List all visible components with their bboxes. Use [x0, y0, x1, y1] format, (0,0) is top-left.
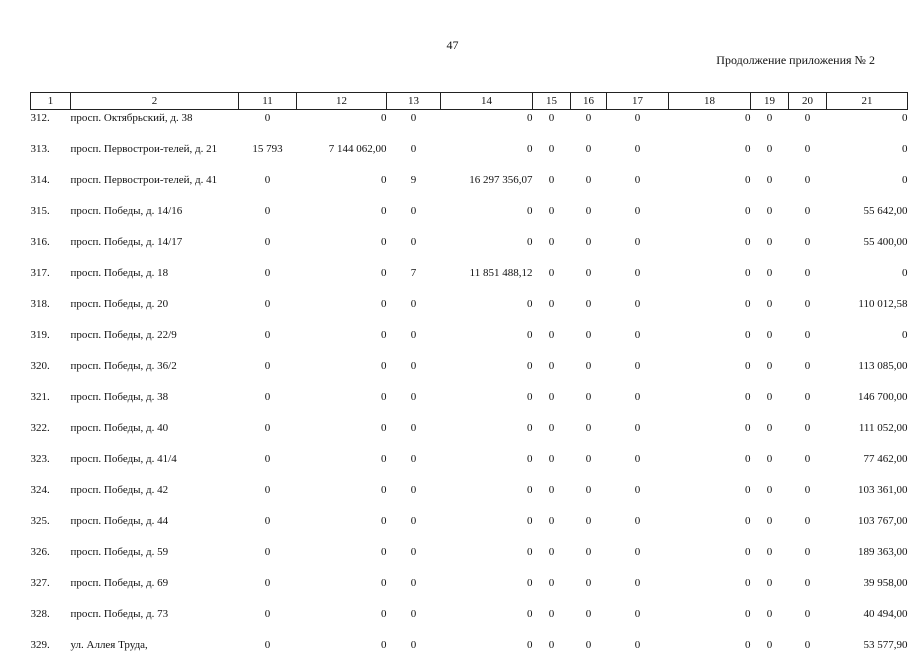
cell-col-17: 0	[607, 451, 669, 482]
cell-col-14: 0	[441, 141, 533, 172]
cell-col-14: 0	[441, 451, 533, 482]
row-number: 326.	[31, 544, 71, 575]
address-cell: просп. Победы, д. 69	[71, 575, 239, 606]
cell-col-18: 0	[669, 234, 751, 265]
column-header: 18	[669, 93, 751, 110]
cell-col-19: 0	[751, 575, 789, 606]
cell-col-14: 16 297 356,07	[441, 172, 533, 203]
cell-col-18: 0	[669, 482, 751, 513]
cell-col-12: 0	[297, 110, 387, 142]
cell-col-19: 0	[751, 606, 789, 637]
cell-col-21: 0	[827, 265, 908, 296]
cell-col-16: 0	[571, 451, 607, 482]
row-number: 313.	[31, 141, 71, 172]
column-header: 14	[441, 93, 533, 110]
cell-col-13: 0	[387, 141, 441, 172]
cell-col-20: 0	[789, 513, 827, 544]
cell-col-11: 0	[239, 110, 297, 142]
cell-col-15: 0	[533, 234, 571, 265]
table-row	[31, 420, 908, 451]
address-cell: просп. Победы, д. 59	[71, 544, 239, 575]
cell-col-14: 0	[441, 513, 533, 544]
row-number: 312.	[31, 110, 71, 142]
cell-col-18: 0	[669, 265, 751, 296]
cell-col-17: 0	[607, 172, 669, 203]
cell-col-11: 0	[239, 234, 297, 265]
cell-col-16: 0	[571, 637, 607, 668]
address-cell: ул. Аллея Труда,	[71, 637, 239, 668]
cell-col-12: 0	[297, 513, 387, 544]
column-header: 12	[297, 93, 387, 110]
cell-col-15: 0	[533, 513, 571, 544]
cell-col-16: 0	[571, 172, 607, 203]
cell-col-15: 0	[533, 575, 571, 606]
address-cell: просп. Победы, д. 22/9	[71, 327, 239, 358]
cell-col-11: 0	[239, 575, 297, 606]
cell-col-12: 0	[297, 420, 387, 451]
cell-col-11: 0	[239, 327, 297, 358]
cell-col-12: 0	[297, 203, 387, 234]
cell-col-14: 0	[441, 358, 533, 389]
table-row	[31, 172, 908, 203]
column-header: 17	[607, 93, 669, 110]
cell-col-17: 0	[607, 110, 669, 142]
table-row	[31, 327, 908, 358]
cell-col-18: 0	[669, 327, 751, 358]
cell-col-13: 0	[387, 420, 441, 451]
column-header: 2	[71, 93, 239, 110]
cell-col-20: 0	[789, 544, 827, 575]
cell-col-16: 0	[571, 265, 607, 296]
cell-col-16: 0	[571, 203, 607, 234]
cell-col-16: 0	[571, 296, 607, 327]
cell-col-11: 0	[239, 513, 297, 544]
cell-col-16: 0	[571, 327, 607, 358]
cell-col-19: 0	[751, 544, 789, 575]
cell-col-17: 0	[607, 358, 669, 389]
cell-col-18: 0	[669, 358, 751, 389]
cell-col-12: 0	[297, 327, 387, 358]
cell-col-15: 0	[533, 482, 571, 513]
cell-col-21: 77 462,00	[827, 451, 908, 482]
cell-col-19: 0	[751, 513, 789, 544]
cell-col-18: 0	[669, 389, 751, 420]
cell-col-21: 103 767,00	[827, 513, 908, 544]
cell-col-16: 0	[571, 606, 607, 637]
cell-col-13: 0	[387, 234, 441, 265]
cell-col-21: 0	[827, 172, 908, 203]
cell-col-14: 0	[441, 637, 533, 668]
cell-col-13: 0	[387, 544, 441, 575]
cell-col-19: 0	[751, 265, 789, 296]
cell-col-21: 146 700,00	[827, 389, 908, 420]
table-row	[31, 513, 908, 544]
cell-col-13: 7	[387, 265, 441, 296]
cell-col-21: 0	[827, 110, 908, 142]
column-header: 21	[827, 93, 908, 110]
cell-col-14: 0	[441, 575, 533, 606]
cell-col-19: 0	[751, 420, 789, 451]
row-number: 321.	[31, 389, 71, 420]
cell-col-13: 0	[387, 203, 441, 234]
cell-col-11: 0	[239, 296, 297, 327]
address-cell: просп. Победы, д. 14/17	[71, 234, 239, 265]
cell-col-19: 0	[751, 637, 789, 668]
table-row	[31, 203, 908, 234]
row-number: 327.	[31, 575, 71, 606]
cell-col-16: 0	[571, 358, 607, 389]
cell-col-14: 0	[441, 203, 533, 234]
continuation-label: Продолжение приложения № 2	[716, 53, 875, 68]
cell-col-16: 0	[571, 420, 607, 451]
address-cell: просп. Победы, д. 44	[71, 513, 239, 544]
cell-col-17: 0	[607, 544, 669, 575]
column-header: 13	[387, 93, 441, 110]
row-number: 324.	[31, 482, 71, 513]
cell-col-17: 0	[607, 296, 669, 327]
cell-col-14: 11 851 488,12	[441, 265, 533, 296]
cell-col-11: 0	[239, 451, 297, 482]
table-row	[31, 265, 908, 296]
cell-col-17: 0	[607, 482, 669, 513]
cell-col-14: 0	[441, 110, 533, 142]
cell-col-11: 0	[239, 172, 297, 203]
cell-col-19: 0	[751, 234, 789, 265]
cell-col-20: 0	[789, 451, 827, 482]
cell-col-17: 0	[607, 637, 669, 668]
table-row	[31, 544, 908, 575]
row-number: 319.	[31, 327, 71, 358]
cell-col-21: 55 642,00	[827, 203, 908, 234]
address-cell: просп. Победы, д. 14/16	[71, 203, 239, 234]
cell-col-15: 0	[533, 172, 571, 203]
row-number: 329.	[31, 637, 71, 668]
cell-col-21: 103 361,00	[827, 482, 908, 513]
cell-col-14: 0	[441, 482, 533, 513]
table-row	[31, 358, 908, 389]
cell-col-14: 0	[441, 389, 533, 420]
cell-col-11: 0	[239, 389, 297, 420]
row-number: 314.	[31, 172, 71, 203]
cell-col-19: 0	[751, 358, 789, 389]
column-header: 20	[789, 93, 827, 110]
cell-col-15: 0	[533, 606, 571, 637]
cell-col-15: 0	[533, 358, 571, 389]
cell-col-19: 0	[751, 389, 789, 420]
address-cell: просп. Победы, д. 42	[71, 482, 239, 513]
cell-col-13: 0	[387, 389, 441, 420]
page-number: 47	[0, 38, 905, 53]
column-header: 1	[31, 93, 71, 110]
cell-col-18: 0	[669, 513, 751, 544]
cell-col-12: 0	[297, 265, 387, 296]
cell-col-18: 0	[669, 451, 751, 482]
cell-col-20: 0	[789, 575, 827, 606]
address-cell: просп. Победы, д. 36/2	[71, 358, 239, 389]
cell-col-15: 0	[533, 544, 571, 575]
row-number: 322.	[31, 420, 71, 451]
cell-col-20: 0	[789, 358, 827, 389]
row-number: 316.	[31, 234, 71, 265]
cell-col-11: 0	[239, 203, 297, 234]
cell-col-13: 0	[387, 513, 441, 544]
column-header: 19	[751, 93, 789, 110]
cell-col-18: 0	[669, 141, 751, 172]
table-row	[31, 482, 908, 513]
cell-col-17: 0	[607, 265, 669, 296]
cell-col-18: 0	[669, 544, 751, 575]
cell-col-13: 0	[387, 575, 441, 606]
cell-col-13: 0	[387, 110, 441, 142]
cell-col-18: 0	[669, 575, 751, 606]
cell-col-20: 0	[789, 172, 827, 203]
cell-col-19: 0	[751, 141, 789, 172]
cell-col-20: 0	[789, 637, 827, 668]
cell-col-16: 0	[571, 544, 607, 575]
cell-col-20: 0	[789, 296, 827, 327]
cell-col-21: 39 958,00	[827, 575, 908, 606]
cell-col-12: 0	[297, 606, 387, 637]
cell-col-15: 0	[533, 203, 571, 234]
cell-col-21: 113 085,00	[827, 358, 908, 389]
cell-col-21: 40 494,00	[827, 606, 908, 637]
cell-col-13: 0	[387, 482, 441, 513]
address-cell: просп. Победы, д. 20	[71, 296, 239, 327]
cell-col-12: 0	[297, 482, 387, 513]
cell-col-11: 0	[239, 358, 297, 389]
cell-col-12: 0	[297, 234, 387, 265]
cell-col-11: 0	[239, 606, 297, 637]
table-row	[31, 234, 908, 265]
cell-col-14: 0	[441, 327, 533, 358]
row-number: 317.	[31, 265, 71, 296]
cell-col-13: 0	[387, 637, 441, 668]
cell-col-16: 0	[571, 234, 607, 265]
cell-col-20: 0	[789, 482, 827, 513]
cell-col-15: 0	[533, 141, 571, 172]
row-number: 315.	[31, 203, 71, 234]
data-table	[30, 92, 908, 668]
table-row	[31, 110, 908, 142]
row-number: 320.	[31, 358, 71, 389]
cell-col-15: 0	[533, 265, 571, 296]
cell-col-20: 0	[789, 606, 827, 637]
header-row	[31, 93, 908, 110]
cell-col-18: 0	[669, 296, 751, 327]
cell-col-17: 0	[607, 389, 669, 420]
row-number: 325.	[31, 513, 71, 544]
cell-col-14: 0	[441, 420, 533, 451]
cell-col-19: 0	[751, 296, 789, 327]
cell-col-11: 0	[239, 544, 297, 575]
address-cell: просп. Октябрьский, д. 38	[71, 110, 239, 142]
cell-col-15: 0	[533, 637, 571, 668]
address-cell: просп. Первострои-телей, д. 21	[71, 141, 239, 172]
cell-col-20: 0	[789, 234, 827, 265]
cell-col-18: 0	[669, 110, 751, 142]
table-body	[31, 110, 908, 668]
cell-col-17: 0	[607, 203, 669, 234]
cell-col-18: 0	[669, 606, 751, 637]
cell-col-11: 0	[239, 482, 297, 513]
cell-col-12: 0	[297, 296, 387, 327]
cell-col-13: 0	[387, 606, 441, 637]
cell-col-13: 0	[387, 451, 441, 482]
cell-col-17: 0	[607, 234, 669, 265]
cell-col-21: 111 052,00	[827, 420, 908, 451]
table-row	[31, 606, 908, 637]
cell-col-13: 0	[387, 358, 441, 389]
cell-col-12: 0	[297, 389, 387, 420]
cell-col-16: 0	[571, 141, 607, 172]
cell-col-21: 55 400,00	[827, 234, 908, 265]
cell-col-11: 0	[239, 265, 297, 296]
column-header: 16	[571, 93, 607, 110]
cell-col-18: 0	[669, 172, 751, 203]
cell-col-15: 0	[533, 451, 571, 482]
cell-col-17: 0	[607, 327, 669, 358]
address-cell: просп. Победы, д. 38	[71, 389, 239, 420]
address-cell: просп. Победы, д. 73	[71, 606, 239, 637]
cell-col-12: 0	[297, 544, 387, 575]
cell-col-18: 0	[669, 203, 751, 234]
cell-col-17: 0	[607, 575, 669, 606]
table-row	[31, 637, 908, 668]
cell-col-15: 0	[533, 389, 571, 420]
cell-col-20: 0	[789, 141, 827, 172]
cell-col-15: 0	[533, 420, 571, 451]
cell-col-20: 0	[789, 265, 827, 296]
cell-col-19: 0	[751, 451, 789, 482]
cell-col-20: 0	[789, 110, 827, 142]
table-row	[31, 141, 908, 172]
cell-col-13: 9	[387, 172, 441, 203]
table-row	[31, 575, 908, 606]
cell-col-20: 0	[789, 327, 827, 358]
row-number: 323.	[31, 451, 71, 482]
address-cell: просп. Победы, д. 18	[71, 265, 239, 296]
cell-col-14: 0	[441, 296, 533, 327]
cell-col-19: 0	[751, 172, 789, 203]
address-cell: просп. Победы, д. 40	[71, 420, 239, 451]
cell-col-21: 53 577,90	[827, 637, 908, 668]
cell-col-18: 0	[669, 420, 751, 451]
cell-col-19: 0	[751, 482, 789, 513]
cell-col-13: 0	[387, 327, 441, 358]
cell-col-19: 0	[751, 110, 789, 142]
cell-col-17: 0	[607, 420, 669, 451]
cell-col-12: 0	[297, 637, 387, 668]
cell-col-16: 0	[571, 513, 607, 544]
cell-col-20: 0	[789, 389, 827, 420]
cell-col-20: 0	[789, 203, 827, 234]
cell-col-21: 0	[827, 141, 908, 172]
cell-col-18: 0	[669, 637, 751, 668]
cell-col-16: 0	[571, 110, 607, 142]
cell-col-11: 15 793	[239, 141, 297, 172]
cell-col-16: 0	[571, 575, 607, 606]
cell-col-17: 0	[607, 141, 669, 172]
row-number: 318.	[31, 296, 71, 327]
cell-col-21: 189 363,00	[827, 544, 908, 575]
cell-col-14: 0	[441, 544, 533, 575]
cell-col-12: 0	[297, 575, 387, 606]
cell-col-17: 0	[607, 513, 669, 544]
cell-col-13: 0	[387, 296, 441, 327]
cell-col-11: 0	[239, 637, 297, 668]
table-row	[31, 451, 908, 482]
address-cell: просп. Первострои-телей, д. 41	[71, 172, 239, 203]
cell-col-14: 0	[441, 234, 533, 265]
cell-col-21: 110 012,58	[827, 296, 908, 327]
cell-col-15: 0	[533, 110, 571, 142]
column-header: 15	[533, 93, 571, 110]
cell-col-14: 0	[441, 606, 533, 637]
cell-col-11: 0	[239, 420, 297, 451]
cell-col-12: 7 144 062,00	[297, 141, 387, 172]
table-row	[31, 389, 908, 420]
cell-col-12: 0	[297, 358, 387, 389]
cell-col-19: 0	[751, 327, 789, 358]
cell-col-12: 0	[297, 172, 387, 203]
column-header: 11	[239, 93, 297, 110]
cell-col-16: 0	[571, 389, 607, 420]
cell-col-15: 0	[533, 296, 571, 327]
cell-col-20: 0	[789, 420, 827, 451]
cell-col-15: 0	[533, 327, 571, 358]
cell-col-12: 0	[297, 451, 387, 482]
row-number: 328.	[31, 606, 71, 637]
cell-col-17: 0	[607, 606, 669, 637]
cell-col-16: 0	[571, 482, 607, 513]
address-cell: просп. Победы, д. 41/4	[71, 451, 239, 482]
cell-col-21: 0	[827, 327, 908, 358]
cell-col-19: 0	[751, 203, 789, 234]
table-row	[31, 296, 908, 327]
